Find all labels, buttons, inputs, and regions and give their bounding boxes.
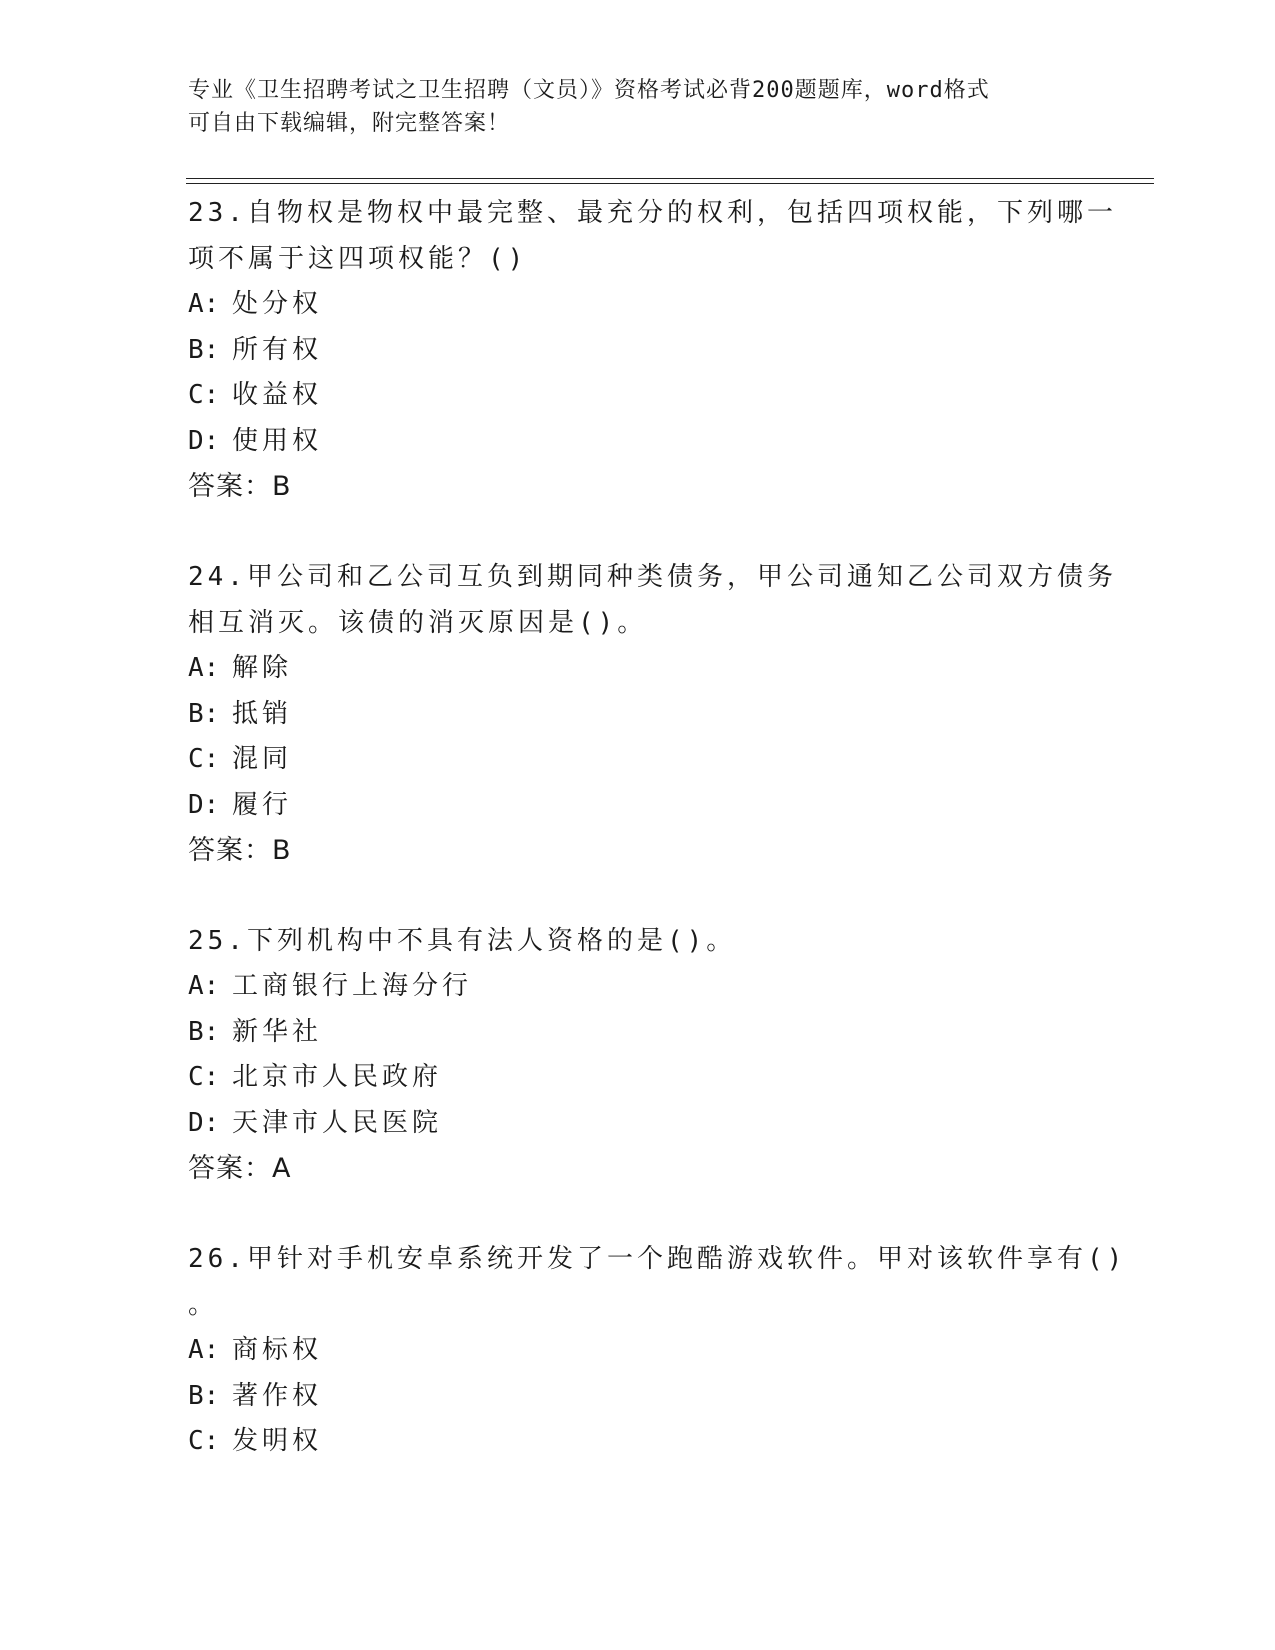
option-d: [188, 1101, 1088, 1147]
option-text: 使用权: [232, 425, 323, 456]
option-key: C:: [188, 1426, 220, 1456]
answer-line: 答案：B: [188, 471, 292, 502]
option-key: B:: [188, 1380, 220, 1411]
option-b: [188, 1374, 1088, 1420]
option-key: D:: [188, 425, 220, 456]
option-text: 发明权: [232, 1426, 323, 1456]
option-a: [188, 646, 1088, 692]
option-text: 履行: [232, 789, 293, 820]
option-text: 天津市人民医院: [232, 1107, 443, 1138]
option-text: 著作权: [232, 1380, 323, 1411]
option-key: B:: [188, 334, 220, 365]
option-a: [188, 964, 1088, 1010]
option-key: A:: [188, 1335, 220, 1365]
option-key: A:: [188, 653, 220, 683]
option-text: 处分权: [232, 289, 323, 319]
option-text: 混同: [232, 744, 293, 774]
option-key: A:: [188, 971, 220, 1001]
question-text-line: 。: [188, 1290, 219, 1320]
option-text: 收益权: [232, 380, 323, 410]
header-divider-top: [186, 178, 1154, 179]
option-key: C:: [188, 744, 220, 774]
option-key: D:: [188, 1107, 220, 1138]
option-key: C:: [188, 380, 220, 410]
question-text-line: 25.下列机构中不具有法人资格的是()。: [188, 926, 737, 956]
question-23: [188, 190, 1117, 510]
header-title-line-2: 可自由下载编辑，附完整答案！: [188, 111, 511, 136]
option-key: A:: [188, 289, 220, 319]
question-text-line: 24.甲公司和乙公司互负到期同种类债务，甲公司通知乙公司双方债务: [188, 562, 1117, 592]
header-divider-bottom: [186, 183, 1154, 184]
option-text: 新华社: [232, 1016, 323, 1047]
option-text: 抵销: [232, 698, 293, 729]
option-a: [188, 1328, 1088, 1374]
option-b: [188, 328, 1088, 374]
option-c: [188, 1419, 1088, 1465]
option-c: [188, 1055, 1088, 1101]
option-a: [188, 282, 1088, 328]
question-text-line: 26.甲针对手机安卓系统开发了一个跑酷游戏软件。甲对该软件享有(): [188, 1244, 1127, 1274]
answer-line: 答案：A: [188, 1153, 292, 1184]
option-b: [188, 1010, 1088, 1056]
document-header: [188, 74, 1088, 140]
option-text: 工商银行上海分行: [232, 971, 473, 1001]
option-b: [188, 692, 1088, 738]
answer-line: 答案：B: [188, 835, 292, 866]
question-text-line: 项不属于这四项权能？(): [188, 244, 528, 274]
question-25: [188, 918, 1088, 1192]
question-26: [188, 1236, 1127, 1465]
option-text: 商标权: [232, 1335, 323, 1365]
option-d: [188, 419, 1088, 465]
option-key: B:: [188, 698, 220, 729]
option-key: B:: [188, 1016, 220, 1047]
question-text-line: 相互消灭。该债的消灭原因是()。: [188, 608, 648, 638]
option-key: C:: [188, 1062, 220, 1092]
question-list: [188, 190, 1127, 1509]
question-24: [188, 554, 1117, 874]
option-text: 北京市人民政府: [232, 1062, 443, 1092]
header-title-line-1: 专业《卫生招聘考试之卫生招聘（文员）》资格考试必背200题题库，word格式: [188, 78, 990, 103]
option-d: [188, 783, 1088, 829]
question-text-line: 23.自物权是物权中最完整、最充分的权利，包括四项权能，下列哪一: [188, 198, 1117, 228]
option-text: 所有权: [232, 334, 323, 365]
option-text: 解除: [232, 653, 293, 683]
option-c: [188, 737, 1088, 783]
option-c: [188, 373, 1088, 419]
option-key: D:: [188, 789, 220, 820]
